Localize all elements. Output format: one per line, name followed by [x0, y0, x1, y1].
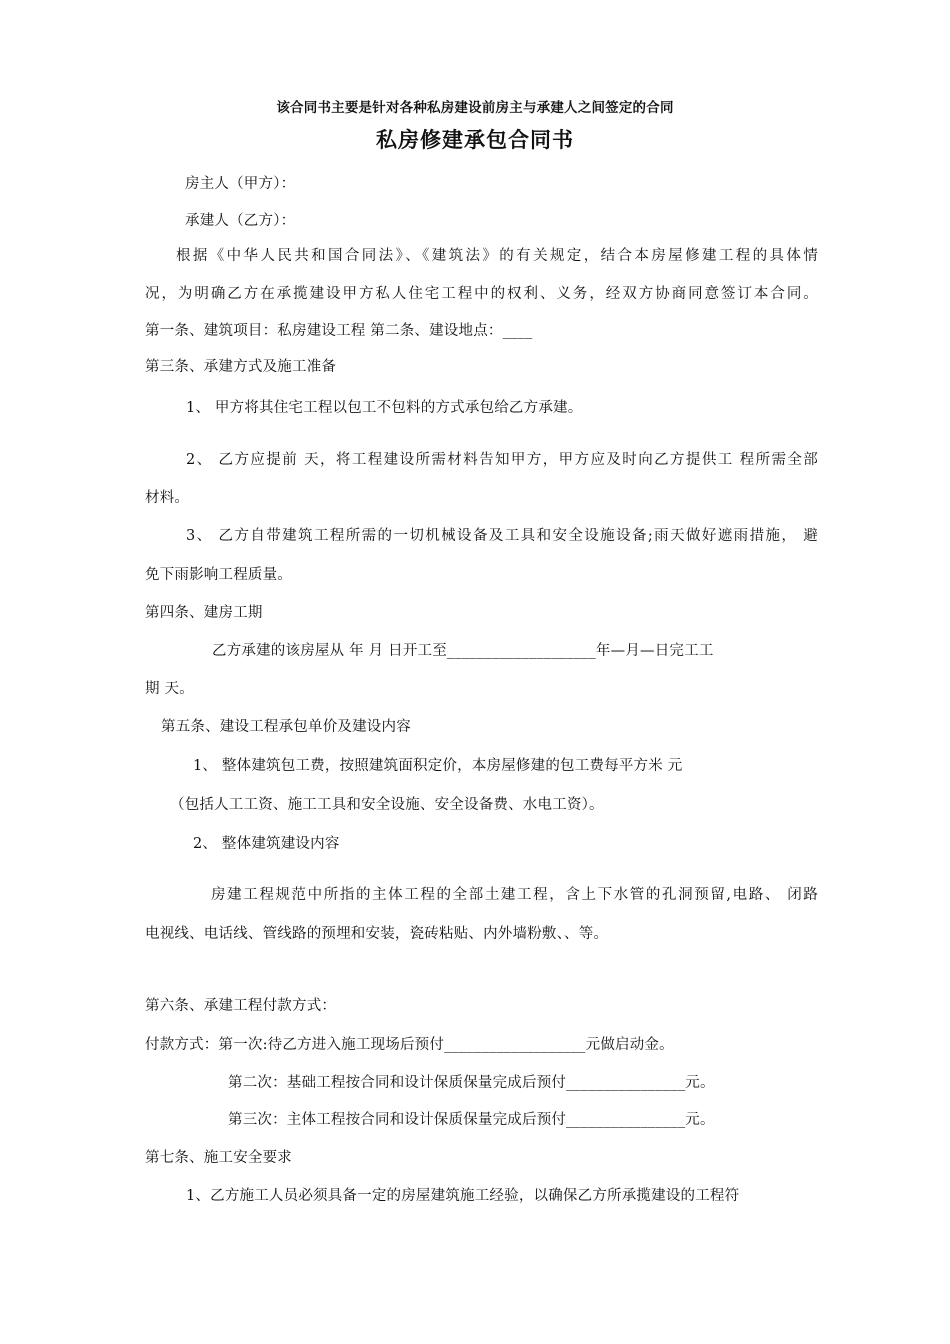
document-title: 私房修建承包合同书	[376, 128, 574, 152]
document-subtitle: 该合同书主要是针对各种私房建设前房主与承建人之间签定的合同	[276, 100, 674, 116]
payment-first-installment: 付款方式：第一次:待乙方进入施工现场后预付___________________元做启动金。	[145, 1037, 674, 1053]
article-5-item-2-desc-line-2: 电视线、电话线、管线路的预埋和安装，瓷砖粘贴、内外墙粉敷、、等。	[145, 926, 609, 942]
payment-third-installment: 第三次：主体工程按合同和设计保质保量完成后预付________________元。	[228, 1112, 715, 1128]
article-6-heading: 第六条、承建工程付款方式：	[145, 998, 337, 1014]
payment-second-installment: 第二次：基础工程按合同和设计保质保量完成后预付________________元。	[228, 1075, 715, 1091]
article-3-heading: 第三条、承建方式及施工准备	[145, 359, 337, 375]
owner-party-line: 房主人（甲方）：	[185, 176, 296, 192]
article-3-item-3-line-2: 免下雨影响工程质量。	[145, 567, 292, 583]
article-3-item-1: 1、 甲方将其住宅工程以包工不包料的方式承包给乙方承建。	[186, 400, 583, 416]
intro-paragraph-line-1: 根据《中华人民共和国合同法》、《建筑法》的有关规定，结合本房屋修建工程的具体情	[176, 248, 818, 264]
article-5-item-1: 1、 整体建筑包工费，按照建筑面积定价，本房屋修建的包工费每平方米 元	[193, 758, 683, 774]
article-4-line-1: 乙方承建的该房屋从 年 月 日开工至____________________年—月—日完工工	[212, 643, 714, 659]
intro-paragraph-line-2: 况，为明确乙方在承揽建设甲方私人住宅工程中的权利、义务，经双方协商同意签订本合同。	[145, 286, 818, 302]
article-5-heading: 第五条、建设工程承包单价及建设内容	[161, 719, 411, 735]
article-3-item-2-line-1: 2、 乙方应提前 天，将工程建设所需材料告知甲方，甲方应及时向乙方提供工 程所需全部	[186, 452, 818, 468]
article-7-item-1: 1、乙方施工人员必须具备一定的房屋建筑施工经验，以确保乙方所承揽建设的工程符	[186, 1188, 740, 1204]
article-5-item-2-desc-line-1: 房建工程规范中所指的主体工程的全部土建工程，含上下水管的孔洞预留,电路、 闭路	[211, 887, 818, 903]
article-4-line-2: 期 天。	[145, 681, 194, 697]
article-4-heading: 第四条、建房工期	[145, 605, 263, 621]
builder-party-line: 承建人（乙方）：	[185, 213, 296, 229]
article-3-item-2-line-2: 材料。	[145, 490, 190, 506]
article-5-item-2: 2、 整体建筑建设内容	[193, 836, 340, 852]
article-3-item-3-line-1: 3、 乙方自带建筑工程所需的一切机械设备及工具和安全设施设备;雨天做好遮雨措施， 避	[186, 528, 818, 544]
article-5-item-1-note: （包括人工工资、施工工具和安全设施、安全设备费、水电工资）。	[170, 797, 604, 813]
article-1-2-line: 第一条、建筑项目：私房建设工程 第二条、建设地点：____	[145, 323, 533, 339]
article-7-heading: 第七条、施工安全要求	[145, 1150, 292, 1166]
